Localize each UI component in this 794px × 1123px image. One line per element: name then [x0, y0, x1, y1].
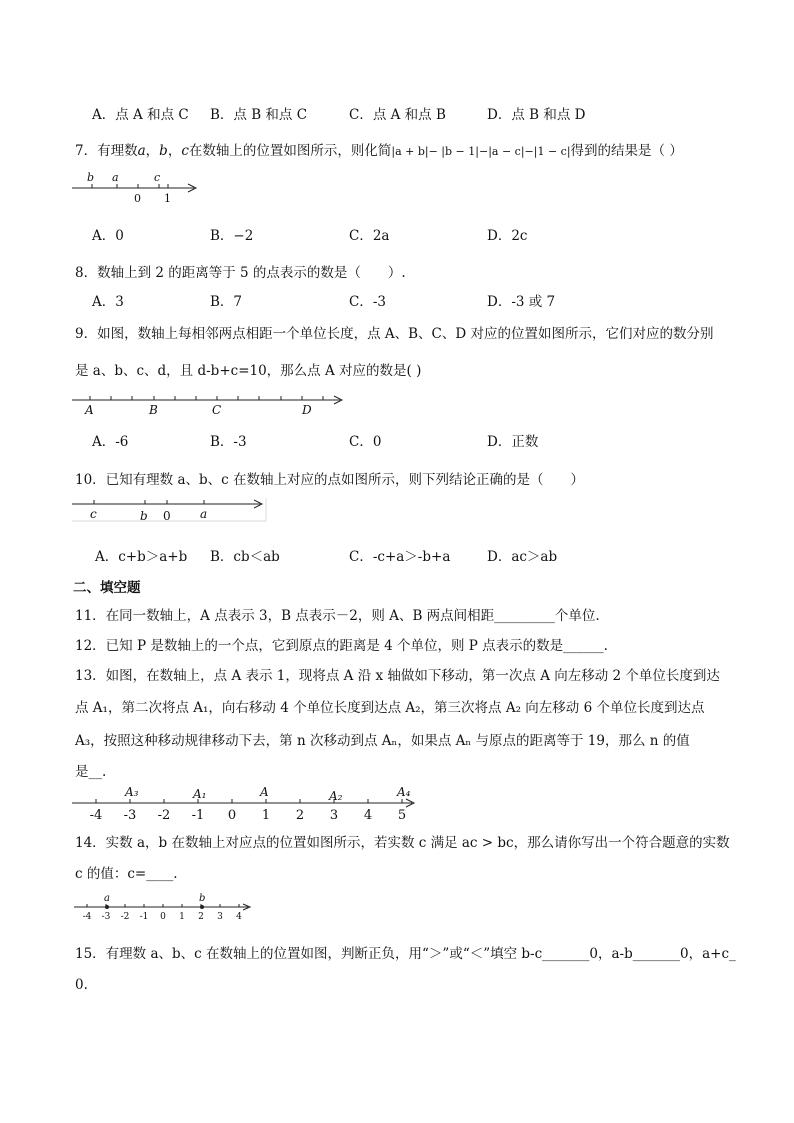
q11-stem: 11．在同一数轴上，A 点表示 3，B 点表示－2，则 A、B 两点间相距_________个单位. — [75, 608, 600, 624]
q14-tick-label: -4 — [82, 912, 92, 922]
q7-stem: 7．有理数a，b，c在数轴上的位置如图所示，则化简|a + b|− |b − 1|−|a − c|−|1 − c|得到的结果是（ ） — [75, 143, 683, 159]
q7-option-b: B．−2 — [210, 228, 254, 244]
q7-label-b: b — [87, 171, 95, 184]
q14-tick-label: 2 — [198, 912, 204, 922]
q7-label-a: a — [112, 171, 119, 184]
q6-option-a: A．点 A 和点 C — [92, 107, 189, 123]
q10-option-b: B．cb＜ab — [210, 549, 280, 565]
q13-tick-label: -4 — [89, 808, 103, 822]
q10-label-0: 0 — [163, 509, 171, 523]
q8-option-b: B．7 — [210, 294, 243, 310]
q7-number-line — [70, 168, 202, 206]
q6-option-b: B．点 B 和点 C — [210, 107, 308, 123]
q13-number-line — [70, 782, 422, 822]
q10-label-a: a — [200, 507, 208, 521]
q15-stem-line2: 0. — [75, 977, 88, 993]
q14-tick-label: 3 — [217, 912, 223, 922]
q10-stem: 10．已知有理数 a、b、c 在数轴上对应的点如图所示，则下列结论正确的是（ ） — [75, 472, 585, 488]
q9-option-d: D．正数 — [487, 434, 539, 450]
q7-option-c: C．2a — [349, 228, 390, 244]
q13-stem-line1: 13．如图，在数轴上，点 A 表示 1，现将点 A 沿 x 轴做如下移动，第一次点 A 向左移动 2 个单位长度到达 — [75, 668, 720, 684]
q14-tick-label: 4 — [236, 912, 242, 922]
q13-tick-label: 1 — [261, 808, 271, 822]
q13-tick-label: 2 — [295, 808, 305, 822]
q8-stem: 8．数轴上到 2 的距离等于 5 的点表示的数是（ ）. — [75, 265, 406, 281]
q14-tick-label: -2 — [120, 912, 130, 922]
q13-tick-label: -1 — [191, 808, 205, 822]
q10-option-a: A．c+b＞a+b — [95, 549, 188, 565]
q14-tick-label: 0 — [160, 912, 166, 922]
q10-option-c: C．-c+a＞-b+a — [349, 549, 451, 565]
q13-tick-label: 3 — [329, 808, 339, 822]
q13-stem-line3: A₃，按照这种移动规律移动下去，第 n 次移动到点 Aₙ，如果点 Aₙ 与原点的距离等于 19，那么 n 的值 — [75, 733, 690, 749]
q9-label-a: A — [85, 403, 94, 417]
q10-label-c: c — [90, 507, 97, 521]
q8-option-d: D．-3 或 7 — [487, 294, 556, 310]
q13-stem-line4: 是__. — [75, 764, 107, 780]
q9-stem-line2: 是 a、b、c、d，且 d-b+c=10，那么点 A 对应的数是( ) — [75, 363, 422, 379]
q13-tick-label: 4 — [363, 808, 373, 822]
q7-label-0: 0 — [134, 192, 141, 205]
q13-label-a1: A₁ — [193, 787, 207, 801]
q14-tick-label: 1 — [179, 912, 185, 922]
q8-option-c: C．-3 — [349, 294, 386, 310]
q10-number-line — [70, 494, 270, 524]
q13-tick-label: -3 — [123, 808, 137, 822]
q8-option-a: A．3 — [92, 294, 124, 310]
q13-tick-label: 0 — [227, 808, 237, 822]
q7-label-c: c — [154, 171, 161, 184]
q10-option-d: D．ac＞ab — [487, 549, 558, 565]
q9-stem-line1: 9．如图，数轴上每相邻两点相距一个单位长度，点 A、B、C、D 对应的位置如图所示，它们对应的数分别 — [75, 326, 714, 342]
q7-option-a: A．0 — [92, 228, 124, 244]
q9-number-line — [70, 390, 350, 418]
q14-label-a: a — [104, 893, 110, 904]
q7-option-d: D．2c — [487, 228, 528, 244]
q14-stem-line1: 14．实数 a，b 在数轴上对应点的位置如图所示，若实数 c 满足 ac > bc，那么请你写出一个符合题意的实数 — [75, 835, 730, 851]
section-heading: 二、填空题 — [73, 580, 141, 596]
q13-label-a2: A₂ — [329, 789, 343, 803]
q9-label-b: B — [149, 403, 158, 417]
q9-label-d: D — [302, 403, 312, 417]
q9-option-c: C．0 — [349, 434, 382, 450]
q13-label-a3: A₃ — [125, 785, 139, 799]
q14-tick-label: -1 — [139, 912, 149, 922]
q6-option-d: D．点 B 和点 D — [487, 107, 586, 123]
q13-label-a4: A₄ — [397, 785, 411, 799]
q6-option-c: C．点 A 和点 B — [349, 107, 446, 123]
q10-label-b: b — [140, 509, 148, 523]
q14-number-line — [72, 890, 256, 922]
q9-label-c: C — [212, 403, 222, 417]
q7-label-1: 1 — [164, 192, 171, 205]
q13-tick-label: 5 — [397, 808, 407, 822]
q14-tick-label: -3 — [101, 912, 111, 922]
q12-stem: 12．已知 P 是数轴上的一个点，它到原点的距离是 4 个单位，则 P 点表示的数是______. — [75, 638, 608, 654]
q15-stem-line1: 15．有理数 a、b、c 在数轴上的位置如图，判断正负，用“＞”或“＜”填空 b-c_______0，a-b_______0，a+c_ — [75, 946, 736, 962]
q9-option-a: A．-6 — [92, 434, 129, 450]
q14-label-b: b — [199, 893, 206, 904]
q14-stem-line2: c 的值：c=____. — [75, 866, 178, 882]
q13-tick-label: -2 — [157, 808, 171, 822]
q9-option-b: B．-3 — [210, 434, 247, 450]
q14-point-b — [200, 905, 204, 909]
q13-stem-line2: 点 A₁，第二次将点 A₁，向右移动 4 个单位长度到达点 A₂，第三次将点 A₂ 向左移动 6 个单位长度到达点 — [75, 700, 705, 716]
q14-point-a — [105, 905, 109, 909]
q13-label-a: A — [260, 785, 269, 799]
